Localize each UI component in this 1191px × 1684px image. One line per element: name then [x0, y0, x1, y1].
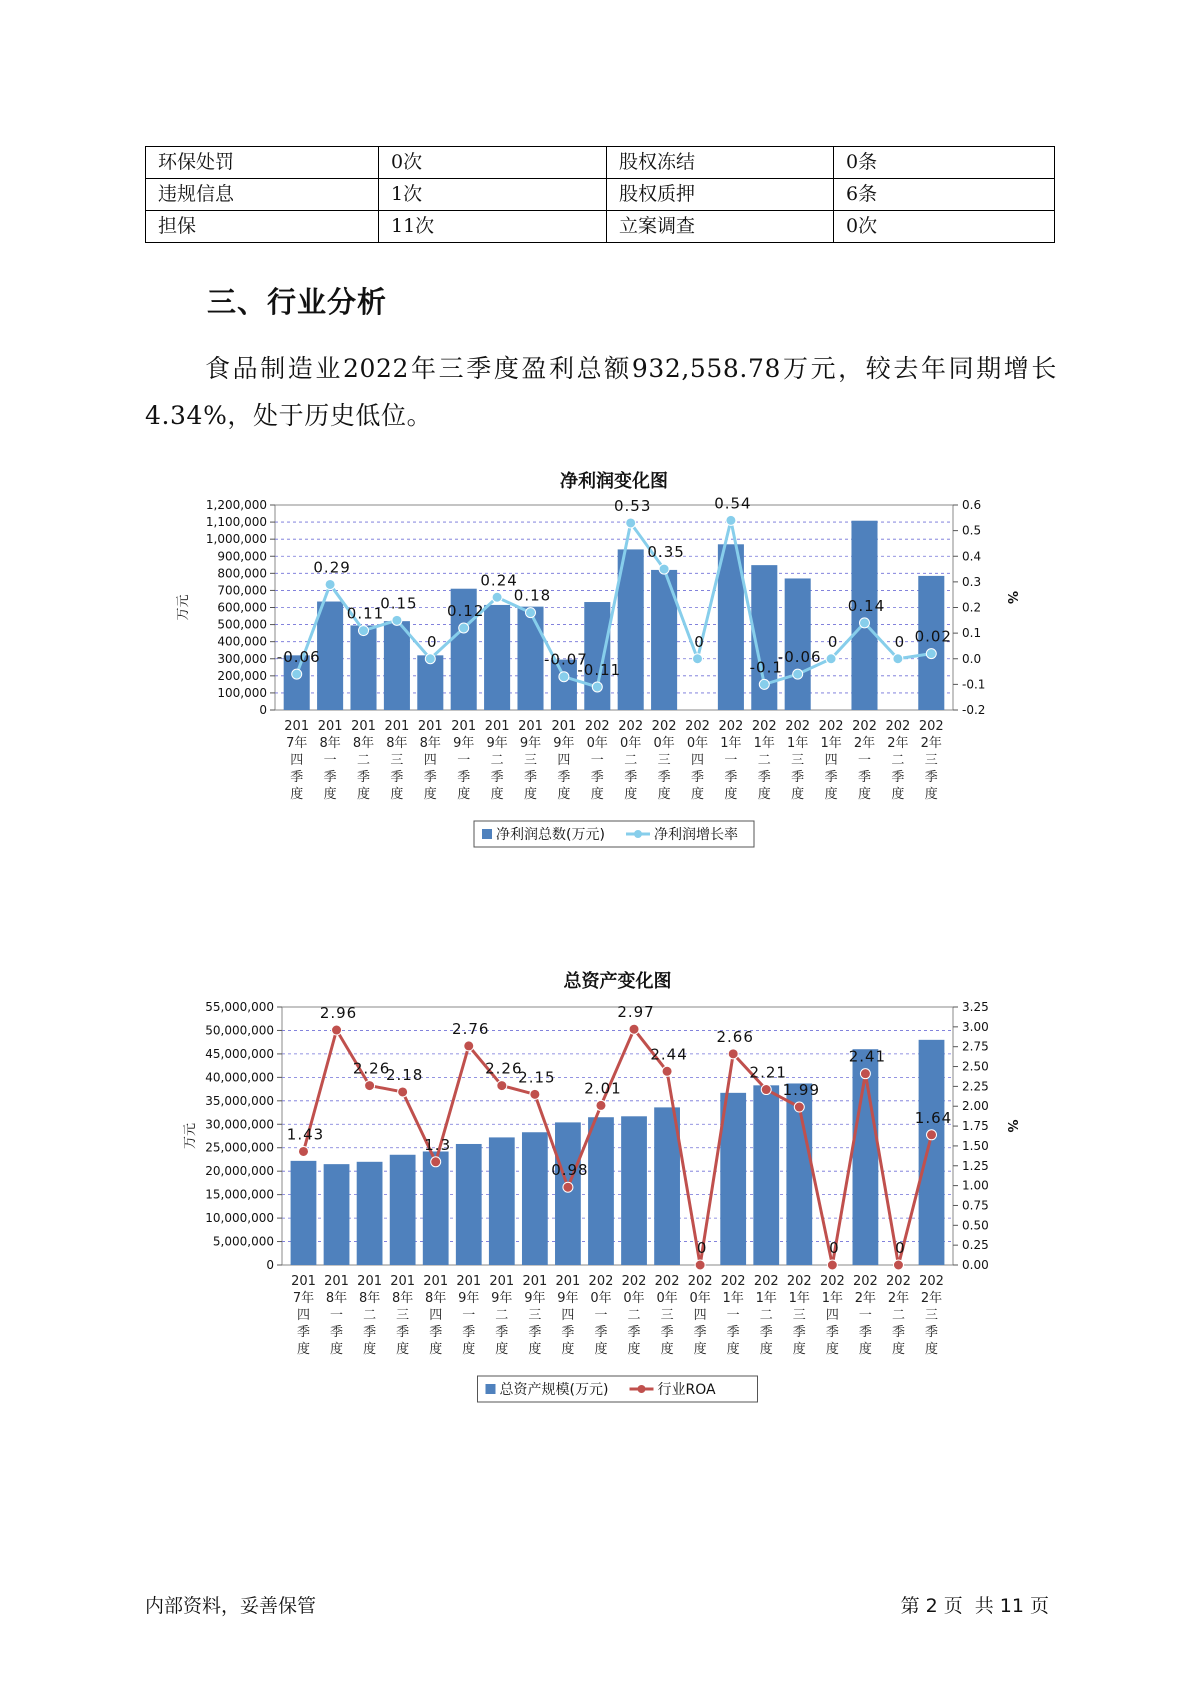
- line-point: [425, 654, 435, 664]
- line-point: [793, 669, 803, 679]
- bar: [919, 1040, 945, 1265]
- x-tick-label: 201 7年四季度: [291, 1274, 316, 1357]
- bar: [588, 1117, 614, 1265]
- y2-tick-label: 0.25: [962, 1238, 989, 1253]
- x-tick-label: 201 9年四季度: [555, 1274, 581, 1357]
- line-point: [826, 654, 836, 664]
- page-label: 页: [943, 1595, 963, 1617]
- data-label: 2.44: [650, 1045, 688, 1064]
- data-label: 2.26: [485, 1059, 523, 1078]
- x-tick-label: 201 9年二季度: [484, 719, 510, 802]
- x-tick-label: 202 2年三季度: [919, 1274, 944, 1357]
- line-point: [926, 649, 936, 659]
- x-tick-label: 202 1年四季度: [819, 1274, 845, 1357]
- line-point: [530, 1089, 540, 1099]
- line-point: [662, 1066, 672, 1076]
- x-tick-label: 201 9年一季度: [451, 719, 477, 802]
- line-point: [596, 1100, 606, 1110]
- table-cell: 环保处罚: [146, 147, 379, 179]
- table-cell: 0次: [834, 211, 1055, 243]
- line-point: [398, 1087, 408, 1097]
- bar: [489, 1137, 515, 1265]
- x-tick-label: 202 1年二季度: [751, 719, 777, 802]
- x-tick-label: 202 2年二季度: [886, 1274, 911, 1357]
- data-label: 0.54: [714, 494, 752, 513]
- y2-tick-label: 1.00: [962, 1178, 989, 1193]
- line-point: [325, 579, 335, 589]
- line-point: [559, 672, 569, 682]
- x-tick-label: 202 1年一季度: [720, 1274, 746, 1357]
- y-tick-label: 55,000,000: [205, 1000, 274, 1014]
- y2-tick-label: 1.50: [962, 1138, 989, 1153]
- y2-tick-label: 0.1: [962, 626, 982, 641]
- y-tick-label: 1,100,000: [205, 515, 267, 530]
- y2-tick-label: 1.75: [962, 1119, 989, 1134]
- data-label: 0: [827, 632, 839, 651]
- line-point: [365, 1081, 375, 1091]
- x-tick-label: 202 0年四季度: [687, 1274, 713, 1357]
- legend-label: 行业ROA: [657, 1382, 716, 1398]
- y2-tick-label: -0.1: [962, 677, 986, 692]
- table-cell: 11次: [379, 211, 607, 243]
- x-tick-label: 201 8年二季度: [357, 1274, 383, 1357]
- y-tick-label: 700,000: [217, 583, 267, 598]
- bar: [555, 1122, 581, 1265]
- legend-swatch-bar: [482, 829, 492, 839]
- line-point: [692, 654, 702, 664]
- net-profit-chart-svg: [0, 455, 1191, 915]
- data-label: 2.41: [848, 1047, 887, 1066]
- line-point: [927, 1130, 937, 1140]
- y-tick-label: 500,000: [217, 617, 267, 632]
- data-label: 2.97: [617, 1003, 655, 1022]
- total-pages: 11: [999, 1595, 1024, 1617]
- x-tick-label: 202 2年二季度: [885, 719, 911, 802]
- x-tick-label: 201 8年三季度: [384, 719, 410, 802]
- line-point: [392, 615, 402, 625]
- y2-tick-label: 2.25: [962, 1079, 989, 1094]
- line-point: [893, 1260, 903, 1270]
- data-label: 0.35: [647, 543, 685, 562]
- line-point: [592, 682, 602, 692]
- data-label: 0.24: [480, 571, 518, 590]
- line-point: [459, 623, 469, 633]
- bar: [522, 1132, 548, 1265]
- y2-tick-label: 2.00: [962, 1099, 989, 1114]
- table-cell: 立案调查: [607, 211, 834, 243]
- analysis-paragraph: 食品制造业2022年三季度盈利总额932,558.78万元，较去年同期增长4.34%，处于历史低位。: [145, 354, 1057, 430]
- line-point: [659, 564, 669, 574]
- data-label: 0.02: [914, 627, 952, 646]
- line-point: [626, 518, 636, 528]
- data-label: -0.11: [577, 660, 622, 679]
- y2-tick-label: 0.75: [962, 1198, 989, 1213]
- y-tick-label: 20,000,000: [205, 1164, 274, 1179]
- line-point: [695, 1260, 705, 1270]
- x-tick-label: 202 0年一季度: [584, 719, 610, 802]
- footer-confidential-note: 内部资料，妥善保管: [145, 1595, 317, 1617]
- data-label: 0: [895, 1239, 906, 1257]
- x-tick-label: 201 8年四季度: [417, 719, 443, 802]
- y-tick-label: 800,000: [217, 566, 267, 581]
- y-tick-label: 400,000: [217, 634, 267, 649]
- data-label: 0.98: [551, 1161, 589, 1180]
- data-label: 1.99: [782, 1081, 821, 1100]
- x-tick-label: 202 0年三季度: [654, 1274, 680, 1357]
- table-cell: 6条: [834, 179, 1055, 211]
- total-assets-chart-svg: [0, 955, 1191, 1415]
- legend-label: 总资产规模(万元): [499, 1382, 609, 1398]
- y-tick-label: 30,000,000: [205, 1117, 274, 1132]
- bar: [517, 607, 543, 710]
- bar: [384, 621, 410, 710]
- y-tick-label: 40,000,000: [205, 1070, 274, 1085]
- y2-tick-label: 3.00: [962, 1019, 989, 1034]
- data-label: -0.06: [777, 648, 822, 667]
- table-cell: 违规信息: [146, 179, 379, 211]
- line-point: [860, 1069, 870, 1079]
- line-point: [893, 654, 903, 664]
- y2-tick-label: 0.3: [962, 574, 982, 589]
- y-tick-label: 0: [266, 1258, 274, 1272]
- y-tick-label: 25,000,000: [205, 1140, 274, 1155]
- y-tick-label: 35,000,000: [205, 1093, 274, 1108]
- plot-area: [282, 1007, 953, 1265]
- legend-swatch-bar: [486, 1384, 496, 1394]
- data-label: 0.53: [613, 496, 652, 515]
- data-label: 2.21: [749, 1063, 787, 1082]
- x-tick-label: 202 0年四季度: [685, 719, 710, 802]
- data-label: 1.64: [914, 1108, 953, 1127]
- bar: [851, 521, 877, 710]
- x-tick-label: 201 7年四季度: [284, 719, 310, 802]
- y2-tick-label: 0.2: [962, 600, 982, 615]
- x-tick-label: 201 8年二季度: [351, 719, 376, 802]
- y2-tick-label: 0.50: [962, 1218, 989, 1233]
- legend-label: 净利润增长率: [654, 827, 738, 843]
- line-point: [726, 515, 736, 525]
- data-label: 2.76: [452, 1019, 490, 1038]
- data-label: 1.3: [424, 1135, 452, 1154]
- data-label: 2.26: [352, 1059, 391, 1078]
- table-cell: 担保: [146, 211, 379, 243]
- bar: [324, 1164, 350, 1265]
- y2-tick-label: 3.25: [962, 1000, 989, 1014]
- x-tick-label: 201 9年二季度: [489, 1274, 515, 1357]
- data-label: 1.43: [286, 1125, 325, 1144]
- line-point: [859, 618, 869, 628]
- bar: [584, 602, 610, 710]
- data-label: 0: [427, 632, 438, 651]
- y2-tick-label: 0.0: [962, 651, 982, 666]
- data-label: 0: [694, 632, 705, 651]
- bar: [621, 1116, 647, 1265]
- y-tick-label: 100,000: [217, 685, 267, 700]
- line-point: [563, 1182, 573, 1192]
- line-point: [292, 669, 302, 679]
- data-label: 0.18: [513, 586, 552, 605]
- y2-tick-label: -0.2: [962, 703, 986, 717]
- x-tick-label: 201 9年三季度: [518, 719, 543, 802]
- table-row: [146, 179, 1055, 211]
- y-axis-label: 万元: [176, 594, 191, 621]
- line-point: [497, 1081, 507, 1091]
- line-point: [759, 679, 769, 689]
- total-label: 共: [974, 1595, 994, 1617]
- line-point: [629, 1024, 639, 1034]
- x-tick-label: 201 8年四季度: [423, 1274, 449, 1357]
- page-number: 2: [925, 1595, 938, 1617]
- line-point: [827, 1260, 837, 1270]
- line-point: [794, 1102, 804, 1112]
- line-point: [526, 608, 536, 618]
- table-cell: 0条: [834, 147, 1055, 179]
- x-tick-label: 202 2年三季度: [918, 719, 944, 802]
- bar: [317, 602, 343, 710]
- data-label: 0.15: [380, 594, 418, 613]
- y-tick-label: 1,200,000: [205, 498, 267, 512]
- line-point: [492, 592, 502, 602]
- y-tick-label: 45,000,000: [205, 1046, 274, 1061]
- section-title: 三、行业分析: [207, 285, 388, 319]
- bar: [484, 605, 510, 710]
- data-label: 2.66: [716, 1027, 754, 1046]
- line-point: [359, 626, 369, 636]
- y-tick-label: 10,000,000: [205, 1211, 274, 1226]
- line-point: [761, 1085, 771, 1095]
- data-label: 0.12: [447, 602, 485, 620]
- line-point: [728, 1049, 738, 1059]
- data-label: 0: [696, 1239, 708, 1257]
- data-label: -0.1: [749, 658, 783, 677]
- page-label: 第: [900, 1595, 920, 1617]
- total-assets-chart: [0, 955, 1191, 1415]
- table-row: [146, 211, 1055, 243]
- y2-tick-label: 0.6: [962, 498, 982, 512]
- x-tick-label: 202 0年一季度: [588, 1274, 614, 1357]
- x-tick-label: 202 2年一季度: [852, 719, 877, 802]
- table-cell: 股权质押: [607, 179, 834, 211]
- total-label: 页: [1029, 1595, 1049, 1617]
- y-tick-label: 200,000: [217, 668, 267, 683]
- bar: [753, 1085, 779, 1265]
- chart-title: 总资产变化图: [563, 971, 672, 992]
- y-tick-label: 900,000: [217, 549, 267, 564]
- table-cell: 0次: [379, 147, 607, 179]
- data-label: 2.15: [518, 1068, 556, 1087]
- y-tick-label: 50,000,000: [205, 1023, 274, 1038]
- data-label: -0.06: [276, 648, 321, 667]
- bar: [291, 1161, 317, 1265]
- line-point: [332, 1025, 342, 1035]
- y-tick-label: 5,000,000: [212, 1234, 274, 1249]
- data-label: 2.96: [319, 1004, 358, 1023]
- x-tick-label: 202 0年二季度: [618, 719, 644, 802]
- data-label: 0.14: [847, 596, 886, 615]
- line-point: [464, 1041, 474, 1051]
- y2-tick-label: 1.25: [962, 1158, 989, 1173]
- y2-axis-label: %: [1004, 1119, 1019, 1133]
- legend-swatch-marker: [638, 1385, 646, 1393]
- table-row: [146, 147, 1055, 179]
- footer-page-info: [901, 1591, 1055, 1618]
- x-tick-label: 202 2年一季度: [852, 1274, 878, 1357]
- x-tick-label: 202 1年二季度: [753, 1274, 779, 1357]
- x-tick-label: 201 8年一季度: [317, 719, 343, 802]
- bar: [390, 1155, 416, 1265]
- x-tick-label: 201 8年三季度: [390, 1274, 416, 1357]
- y-tick-label: 0: [259, 703, 267, 717]
- y-tick-label: 600,000: [217, 600, 267, 615]
- y-tick-label: 1,000,000: [205, 532, 267, 547]
- y2-tick-label: 0.4: [962, 549, 982, 564]
- chart-title: 净利润变化图: [560, 471, 668, 492]
- legend-swatch-marker: [634, 830, 642, 838]
- bar: [423, 1151, 449, 1265]
- data-label: 2.18: [385, 1065, 424, 1084]
- data-label: -0.07: [543, 650, 588, 669]
- x-tick-label: 202 0年三季度: [651, 719, 677, 802]
- legend-label: 净利润总数(万元): [496, 827, 605, 843]
- net-profit-chart: [0, 455, 1191, 915]
- x-tick-label: 202 1年三季度: [785, 719, 811, 802]
- bar: [350, 625, 376, 710]
- data-label: 0.11: [346, 604, 385, 623]
- line-point: [298, 1146, 308, 1156]
- x-tick-label: 202 1年四季度: [818, 719, 844, 802]
- table-cell: 1次: [379, 179, 607, 211]
- y2-tick-label: 0.00: [962, 1258, 989, 1272]
- y2-tick-label: 0.5: [962, 523, 982, 538]
- data-label: 0: [894, 632, 906, 651]
- x-tick-label: 201 9年四季度: [551, 719, 577, 802]
- data-label: 0.29: [313, 558, 351, 577]
- y2-axis-label: %: [1004, 590, 1019, 605]
- data-label: 2.01: [584, 1079, 622, 1098]
- data-label: 0: [829, 1239, 840, 1257]
- x-tick-label: 202 1年一季度: [718, 719, 744, 802]
- bar: [456, 1144, 482, 1265]
- table-cell: 股权冻结: [607, 147, 834, 179]
- y-axis-label: 万元: [183, 1122, 198, 1150]
- line-point: [431, 1157, 441, 1167]
- y-tick-label: 15,000,000: [205, 1187, 274, 1202]
- y2-tick-label: 2.75: [962, 1039, 989, 1054]
- x-tick-label: 201 8年一季度: [324, 1274, 349, 1357]
- x-tick-label: 201 9年三季度: [522, 1274, 548, 1357]
- x-tick-label: 201 9年一季度: [456, 1274, 482, 1357]
- bar: [785, 578, 811, 710]
- y2-tick-label: 2.50: [962, 1059, 989, 1074]
- x-tick-label: 202 0年二季度: [621, 1274, 647, 1357]
- risk-summary-table: [145, 146, 1055, 243]
- bar: [357, 1162, 383, 1265]
- y-tick-label: 300,000: [217, 651, 267, 666]
- x-tick-label: 202 1年三季度: [786, 1274, 812, 1357]
